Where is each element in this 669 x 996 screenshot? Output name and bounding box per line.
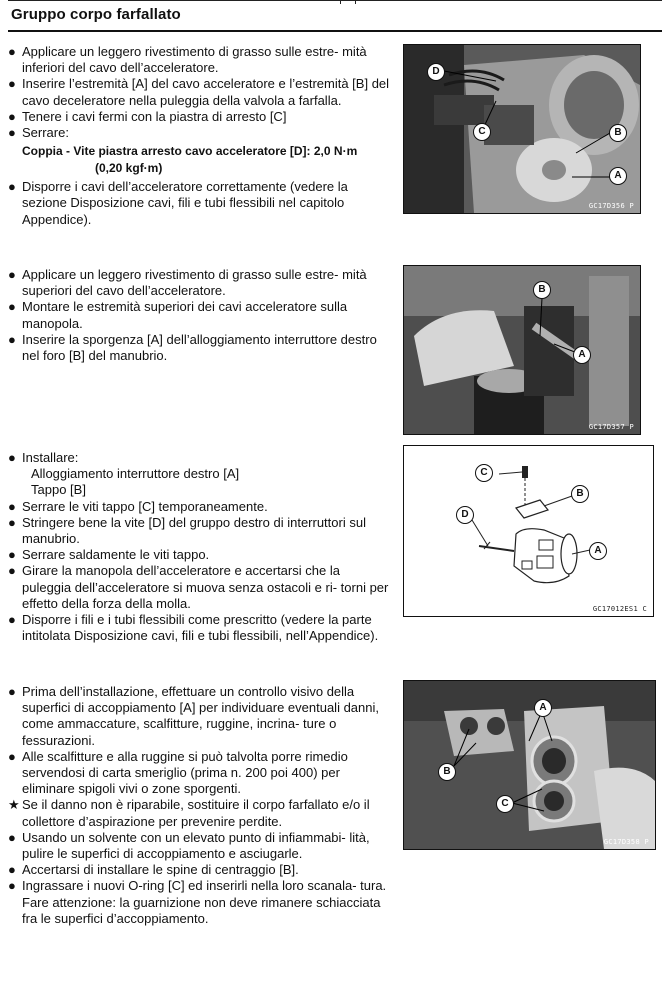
bullet-icon: ● xyxy=(8,44,16,59)
section-3-text xyxy=(8,450,392,644)
bullet-icon: ● xyxy=(8,179,16,195)
bullet-icon: ● xyxy=(8,684,16,699)
bullet-icon: ● xyxy=(8,125,16,141)
list-item: ● Applicare un leggero rivestimento di grasso sulle estre- mità superiori del cavo dell’acceleratore. xyxy=(8,267,367,299)
list-item: ● Disporre i fili e i tubi flessibili come prescritto (vedere la parte intitolata Disposizione cavi, fili e tubi flessibili, nell’Appendice). xyxy=(8,612,379,644)
section-title: Gruppo corpo farfallato xyxy=(11,6,181,23)
bullet-icon: ● xyxy=(8,76,16,92)
bullet-icon: ● xyxy=(8,299,16,315)
callout-label: D xyxy=(456,506,474,524)
title-rule xyxy=(8,30,662,32)
install-part: Tappo [B] xyxy=(31,482,86,498)
list-item: ● Serrare: xyxy=(8,125,69,141)
figure-throttle-pulley-photo xyxy=(403,44,641,214)
callout-label: B xyxy=(438,763,456,781)
list-item: ● Disporre i cavi dell’acceleratore correttamente (vedere la sezione Disposizione cavi, fili e tubi flessibili nel capitolo Appendice). xyxy=(8,179,348,227)
figure-mating-surfaces-photo xyxy=(403,680,656,850)
figure-code: GC17D357 P xyxy=(588,423,634,431)
section-2-text xyxy=(8,267,392,364)
bullet-icon: ● xyxy=(8,108,16,124)
bullet-icon: ● xyxy=(8,563,16,579)
list-item: ● Serrare le viti tappo [C] temporaneamente. xyxy=(8,498,268,514)
list-item: ● Installare: xyxy=(8,450,79,465)
callout-label: C xyxy=(475,464,493,482)
bullet-icon: ● xyxy=(8,748,16,764)
figure-code: GC17D356 P xyxy=(588,202,634,210)
list-item: ● Girare la manopola dell’acceleratore e accertarsi che la puleggia dell’acceleratore si muova senza ostacoli e ri- torni per effetto della forza della molla. xyxy=(8,563,389,611)
figure-handlebar-photo xyxy=(403,265,641,435)
list-item: ● Montare le estremità superiori dei cavi acceleratore sulla manopola. xyxy=(8,299,348,331)
list-item: ● Serrare saldamente le viti tappo. xyxy=(8,547,210,563)
callout-label: A xyxy=(573,346,591,364)
figure-code: GC17012ES1 C xyxy=(592,605,647,613)
handlebar-illustration xyxy=(404,266,640,434)
callout-label: B xyxy=(609,124,627,142)
list-item: ★ Se il danno non è riparabile, sostituire il corpo farfallato e/o il collettore d’aspirazione per prevenire perdite. xyxy=(8,797,370,829)
bullet-icon: ● xyxy=(8,862,16,878)
list-item: ● Stringere bene la vite [D] del gruppo destro di interruttori sul manubrio. xyxy=(8,514,366,547)
bullet-icon: ● xyxy=(8,267,16,282)
callout-label: B xyxy=(571,485,589,503)
section-1-text xyxy=(8,44,392,228)
list-item: ● Inserire la sporgenza [A] dell’alloggiamento interruttore destro nel foro [B] del manubrio. xyxy=(8,331,377,364)
bullet-icon: ● xyxy=(8,547,16,563)
list-item: ● Applicare un leggero rivestimento di grasso sulle estre- mità inferiori del cavo dell’acceleratore. xyxy=(8,44,367,76)
callout-label: C xyxy=(473,123,491,141)
list-item: ● Accertarsi di installare le spine di centraggio [B]. xyxy=(8,862,299,878)
callout-label: D xyxy=(427,63,445,81)
bullet-icon: ● xyxy=(8,498,16,514)
bullet-icon: ● xyxy=(8,878,16,894)
top-mark xyxy=(340,0,356,4)
callout-label: C xyxy=(496,795,514,813)
list-item: ● Alle scalfitture e alla ruggine si può talvolta porre rimedio servendosi di carta smeriglio (prima n. 200 poi 400) per eliminare spigoli vivi o zone sporgenti. xyxy=(8,748,348,797)
bullet-icon: ● xyxy=(8,829,16,845)
list-item: ● Ingrassare i nuovi O-ring [C] ed inserirli nella loro scanala- tura. Fare attenzione: la guarnizione non deve rimanere schiacciata fra le superfici d’accoppiamento. xyxy=(8,878,387,926)
section-4-text xyxy=(8,684,392,927)
callout-label: A xyxy=(534,699,552,717)
callout-label: A xyxy=(609,167,627,185)
list-item: ● Prima dell’installazione, effettuare un controllo visivo della superfici di accoppiamento [A] per individuare eventuali danni, come ammaccature, scalfitture, ruggine, incrina- ture o fessurazioni. xyxy=(8,684,379,748)
callout-label: A xyxy=(589,542,607,560)
bullet-icon: ● xyxy=(8,331,16,347)
callout-label: B xyxy=(533,281,551,299)
top-rule xyxy=(8,0,662,1)
list-item: ● Usando un solvente con un elevato punto di infiammabi- lità, pulire le superfici di accoppiamento e asciugarle. xyxy=(8,829,370,862)
torque-spec-kgf: (0,20 kgf·m) xyxy=(95,161,163,176)
figure-switch-housing-drawing xyxy=(403,445,654,617)
torque-spec: Coppia - Vite piastra arresto cavo acceleratore [D]: 2,0 N·m xyxy=(22,144,358,159)
star-icon: ★ xyxy=(8,797,20,813)
bullet-icon: ● xyxy=(8,612,16,628)
list-item: ● Inserire l’estremità [A] del cavo acceleratore e l’estremità [B] del cavo deceleratore nella puleggia della valvola a farfalla. xyxy=(8,76,390,108)
list-item: ● Tenere i cavi fermi con la piastra di arresto [C] xyxy=(8,108,287,124)
bullet-icon: ● xyxy=(8,514,16,530)
install-part: Alloggiamento interruttore destro [A] xyxy=(31,466,240,482)
switch-housing-line-drawing xyxy=(404,446,653,616)
bullet-icon: ● xyxy=(8,450,16,465)
figure-code: GC17D358 P xyxy=(603,838,649,846)
